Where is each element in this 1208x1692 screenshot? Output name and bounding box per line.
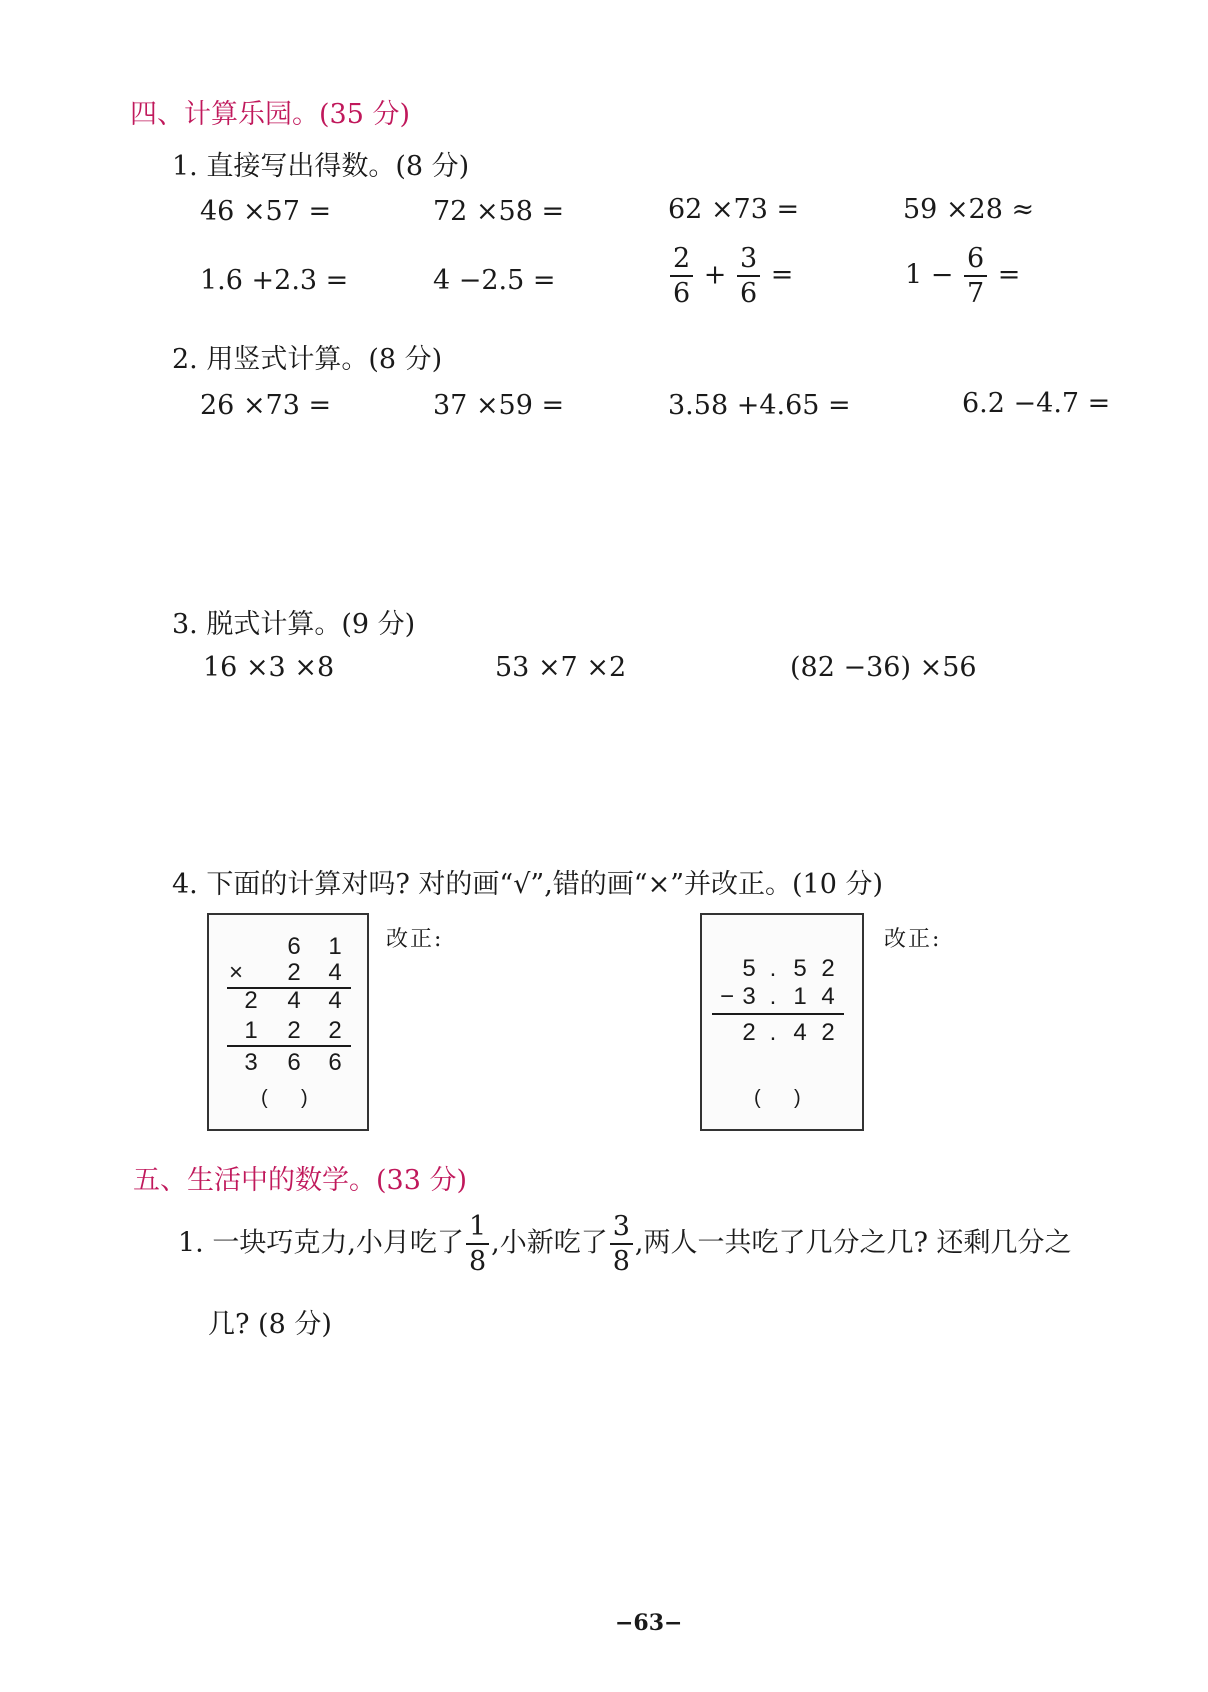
digit: 4 xyxy=(328,987,342,1014)
q3-title: 3. 脱式计算。(9 分) xyxy=(172,609,416,640)
q1-title: 1. 直接写出得数。(8 分) xyxy=(172,151,470,182)
digit: 2 xyxy=(742,1019,756,1046)
digit: 2 xyxy=(328,1017,342,1044)
digit: 2 xyxy=(821,1019,835,1046)
q1-expr-3: 62 ×73 = xyxy=(668,194,800,225)
fraction: $\frac{6}{7}$ xyxy=(964,245,987,307)
digit: 5 xyxy=(742,955,756,982)
digit: 6 xyxy=(328,1049,342,1076)
digit: 4 xyxy=(287,987,301,1014)
digit: 2 xyxy=(821,955,835,982)
digit: 2 xyxy=(287,959,301,986)
q3-expr-2: 53 ×7 ×2 xyxy=(495,652,627,683)
vertical-calc-right xyxy=(702,915,862,1129)
underline xyxy=(227,1045,351,1047)
q3-expr-3: (82 −36) ×56 xyxy=(790,652,977,683)
q2-title: 2. 用竖式计算。(8 分) xyxy=(172,344,443,375)
answer-blank[interactable]: ( ) xyxy=(261,1087,308,1109)
digit: 2 xyxy=(244,987,258,1014)
digit: 6 xyxy=(287,1049,301,1076)
digit: 4 xyxy=(821,983,835,1010)
digit: 6 xyxy=(287,933,301,960)
fraction: $\frac{2}{6}$ xyxy=(670,245,693,307)
correction-label-left: 改正: xyxy=(386,927,444,952)
correction-label-right: 改正: xyxy=(884,927,942,952)
vertical-calc-box-right xyxy=(700,913,864,1131)
q1-expr-6: 4 −2.5 = xyxy=(433,265,556,296)
operator: × xyxy=(228,959,243,986)
fraction: $\frac{1}{8}$ xyxy=(466,1213,489,1275)
q1-expr-8: 1 − $\frac{6}{7}$ = xyxy=(905,243,1021,309)
vertical-calc-left xyxy=(209,915,367,1129)
s5-q1-text: 1. 一块巧克力,小月吃了 $\frac{1}{8}$ ,小新吃了 $\frac{3}{8}$ ,两人一共吃了几分之几? 还剩几分之 xyxy=(178,1211,1072,1277)
q1-expr-1: 46 ×57 = xyxy=(200,196,332,227)
decimal-point: . xyxy=(769,955,777,982)
q2-expr-2: 37 ×59 = xyxy=(433,390,565,421)
q2-expr-4: 6.2 −4.7 = xyxy=(962,388,1111,419)
decimal-point: . xyxy=(769,983,777,1010)
q3-expr-1: 16 ×3 ×8 xyxy=(203,652,335,683)
digit: 4 xyxy=(793,1019,807,1046)
q2-expr-1: 26 ×73 = xyxy=(200,390,332,421)
digit: 3 xyxy=(244,1049,258,1076)
digit: 1 xyxy=(244,1017,258,1044)
q4-title: 4. 下面的计算对吗? 对的画“√”,错的画“×”并改正。(10 分) xyxy=(172,869,884,900)
digit: 2 xyxy=(287,1017,301,1044)
digit: 3 xyxy=(742,983,756,1010)
section-5-title: 五、生活中的数学。(33 分) xyxy=(133,1165,468,1196)
digit: 1 xyxy=(793,983,807,1010)
fraction: $\frac{3}{8}$ xyxy=(610,1213,633,1275)
decimal-point: . xyxy=(769,1019,777,1046)
vertical-calc-box-left xyxy=(207,913,369,1131)
digit: 5 xyxy=(793,955,807,982)
fraction: $\frac{3}{6}$ xyxy=(737,245,760,307)
q2-expr-3: 3.58 +4.65 = xyxy=(668,390,851,421)
digit: 1 xyxy=(328,933,342,960)
s5-q1-text-line2: 几? (8 分) xyxy=(208,1309,332,1340)
q1-expr-5: 1.6 +2.3 = xyxy=(200,265,349,296)
operator: − xyxy=(719,983,734,1010)
page-number: −63− xyxy=(615,1610,683,1636)
digit: 4 xyxy=(328,959,342,986)
q1-expr-4: 59 ×28 ≈ xyxy=(903,194,1035,225)
underline xyxy=(712,1013,844,1015)
answer-blank[interactable]: ( ) xyxy=(754,1087,801,1109)
q1-expr-7: $\frac{2}{6}$ + $\frac{3}{6}$ = xyxy=(668,245,793,307)
section-4-title: 四、计算乐园。(35 分) xyxy=(130,99,411,130)
q1-expr-2: 72 ×58 = xyxy=(433,196,565,227)
